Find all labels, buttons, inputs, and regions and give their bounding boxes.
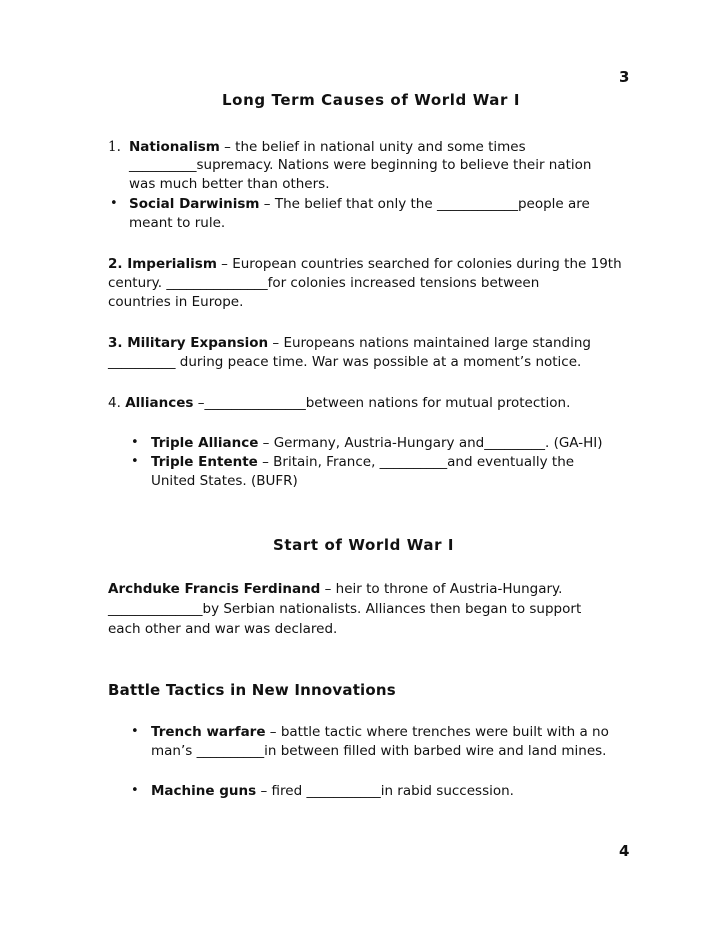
section-title-long-term-causes: Long Term Causes of World War I	[222, 91, 521, 109]
bullet-icon: •	[131, 724, 139, 739]
page-number-top: 3	[619, 68, 630, 86]
term-military-expansion: 3. Military Expansion	[108, 335, 269, 351]
term-social-darwinism: Social Darwinism	[129, 196, 260, 212]
archduke-line-1	[108, 581, 562, 597]
term-nationalism: Nationalism	[129, 139, 220, 155]
term-imperialism: 2. Imperialism	[108, 256, 217, 272]
bullet-icon: •	[110, 196, 118, 211]
triple-entente-definition: – Britain, France, __________and eventually the	[257, 454, 575, 470]
triple-entente-line-1	[151, 454, 574, 470]
trench-warfare-definition: – battle tactic where trenches were built with a no	[265, 724, 609, 740]
term-machine-guns: Machine guns	[151, 783, 257, 799]
term-trench-warfare: Trench warfare	[151, 724, 266, 740]
archduke-line-2: ______________by Serbian nationalists. Alliances then began to support	[108, 601, 582, 617]
term-triple-alliance: Triple Alliance	[151, 435, 259, 451]
triple-alliance-definition: – Germany, Austria-Hungary and_________. (GA-HI)	[258, 435, 603, 451]
imperialism-definition: – European countries searched for colonies during the 19th	[216, 256, 622, 272]
section-title-battle-tactics: Battle Tactics in New Innovations	[108, 681, 396, 699]
bullet-icon: •	[131, 454, 139, 469]
imperialism-line-3: countries in Europe.	[108, 294, 244, 310]
term-archduke: Archduke Francis Ferdinand	[108, 581, 321, 597]
trench-warfare-line-1	[151, 724, 609, 740]
imperialism-line-1	[108, 256, 622, 272]
list-number-1: 1.	[108, 139, 121, 155]
nationalism-line-3: was much better than others.	[129, 176, 330, 192]
social-darwinism-line-2: meant to rule.	[129, 215, 226, 231]
archduke-definition: – heir to throne of Austria-Hungary.	[320, 581, 563, 597]
social-darwinism-line-1	[129, 196, 590, 212]
term-triple-entente: Triple Entente	[151, 454, 258, 470]
social-darwinism-definition: – The belief that only the ____________people are	[259, 196, 590, 212]
nationalism-definition: – the belief in national unity and some times	[219, 139, 526, 155]
nationalism-line-1	[129, 139, 526, 155]
alliances-line-1	[108, 395, 570, 411]
triple-alliance-line-1	[151, 435, 603, 451]
military-expansion-line-1	[108, 335, 591, 351]
trench-warfare-line-2: man’s __________in between filled with barbed wire and land mines.	[151, 743, 607, 759]
military-expansion-line-2: __________ during peace time. War was possible at a moment’s notice.	[108, 354, 582, 370]
triple-entente-line-2: United States. (BUFR)	[151, 473, 298, 489]
alliances-definition: –_______________between nations for mutual protection.	[193, 395, 571, 411]
machine-guns-line-1	[151, 783, 514, 799]
section-title-start-of-war: Start of World War I	[273, 536, 455, 554]
military-expansion-definition: – Europeans nations maintained large standing	[268, 335, 591, 351]
term-alliances: Alliances	[125, 395, 194, 411]
bullet-icon: •	[131, 435, 139, 450]
archduke-line-3: each other and war was declared.	[108, 621, 338, 637]
list-number-4: 4.	[108, 395, 121, 411]
machine-guns-definition: – fired ___________in rabid succession.	[256, 783, 514, 799]
imperialism-line-2: century. _______________for colonies increased tensions between	[108, 275, 540, 291]
bullet-icon: •	[131, 783, 139, 798]
nationalism-line-2: __________supremacy. Nations were beginning to believe their nation	[129, 157, 592, 173]
page-number-bottom: 4	[619, 842, 630, 860]
